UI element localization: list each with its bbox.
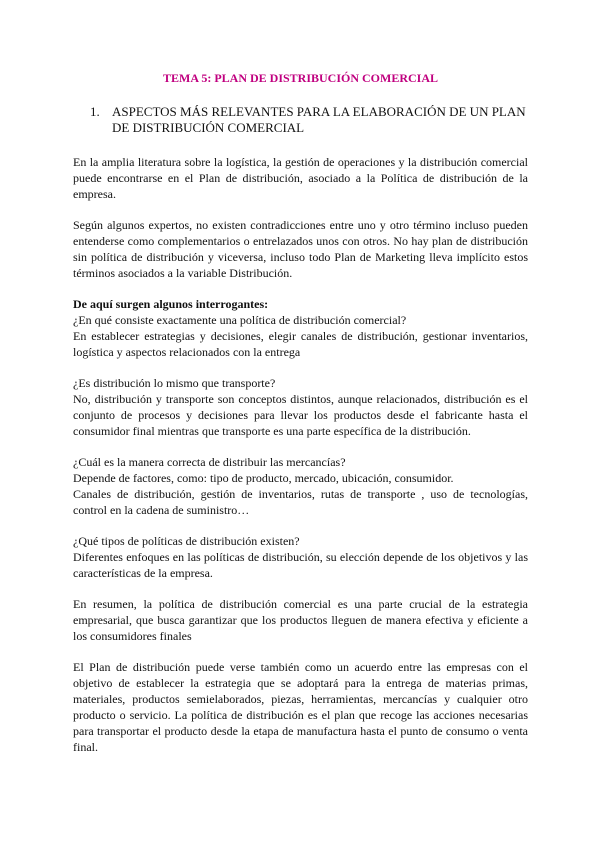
question-4: ¿Qué tipos de políticas de distribución existen? bbox=[73, 534, 300, 548]
paragraph-plan: El Plan de distribución puede verse también como un acuerdo entre las empresas con el objetivo de establecer la estrategia que se adoptará para la entrega de materias primas, materiales, productos semielaborados, piezas, herramientas, mercancías y cualquier otro producto o servicio. La política de distribución es el plan que recoge las acciones necesarias para transportar el producto desde la etapa de manufactura hasta el punto de consumo o venta final. bbox=[73, 660, 528, 754]
document-page bbox=[73, 70, 528, 755]
document-title: TEMA 5: PLAN DE DISTRIBUCIÓN COMERCIAL bbox=[162, 71, 439, 85]
answer-2: No, distribución y transporte son conceptos distintos, aunque relacionados, distribución es el conjunto de procesos y decisiones para llevar los productos desde el fabricante hasta el consumidor final mientras que transporte es una parte específica de la distribución. bbox=[73, 392, 528, 438]
question-block-4 bbox=[73, 533, 528, 581]
answer-3a: Depende de factores, como: tipo de producto, mercado, ubicación, consumidor. bbox=[73, 471, 454, 485]
section-heading-text: ASPECTOS MÁS RELEVANTES PARA LA ELABORACIÓN DE UN PLAN DE DISTRIBUCIÓN COMERCIAL bbox=[112, 104, 526, 135]
question-block-2 bbox=[73, 375, 528, 439]
answer-1: En establecer estrategias y decisiones, elegir canales de distribución, gestionar inventarios, logística y aspectos relacionados con la entrega bbox=[73, 329, 528, 359]
question-3: ¿Cuál es la manera correcta de distribuir las mercancías? bbox=[73, 455, 346, 469]
section-heading bbox=[90, 104, 528, 136]
paragraph-intro: En la amplia literatura sobre la logística, la gestión de operaciones y la distribución comercial puede encontrarse en el Plan de distribución, asociado a la Política de distribución de la empresa. bbox=[73, 155, 528, 201]
question-block-1 bbox=[73, 296, 528, 360]
answer-3b: Canales de distribución, gestión de inventarios, rutas de transporte , uso de tecnologías, control en la cadena de suministro… bbox=[73, 487, 528, 517]
question-1: ¿En qué consiste exactamente una política de distribución comercial? bbox=[73, 313, 407, 327]
paragraph-experts: Según algunos expertos, no existen contradicciones entre uno y otro término incluso pueden entenderse como complementarios o entrelazados unos con otros. No hay plan de distribución sin política de distribución y viceversa, incluso todo Plan de Marketing lleva implícito estos términos asociados a la variable Distribución. bbox=[73, 218, 528, 280]
question-2: ¿Es distribución lo mismo que transporte? bbox=[73, 376, 276, 390]
answer-4: Diferentes enfoques en las políticas de distribución, su elección depende de los objetivos y las características de la empresa. bbox=[73, 550, 528, 580]
questions-heading: De aquí surgen algunos interrogantes: bbox=[73, 297, 269, 311]
section-number: 1. bbox=[90, 104, 100, 119]
question-block-3 bbox=[73, 454, 528, 518]
paragraph-summary: En resumen, la política de distribución comercial es una parte crucial de la estrategia empresarial, que busca garantizar que los productos lleguen de manera efectiva y eficiente a los consumidores finales bbox=[73, 597, 528, 643]
